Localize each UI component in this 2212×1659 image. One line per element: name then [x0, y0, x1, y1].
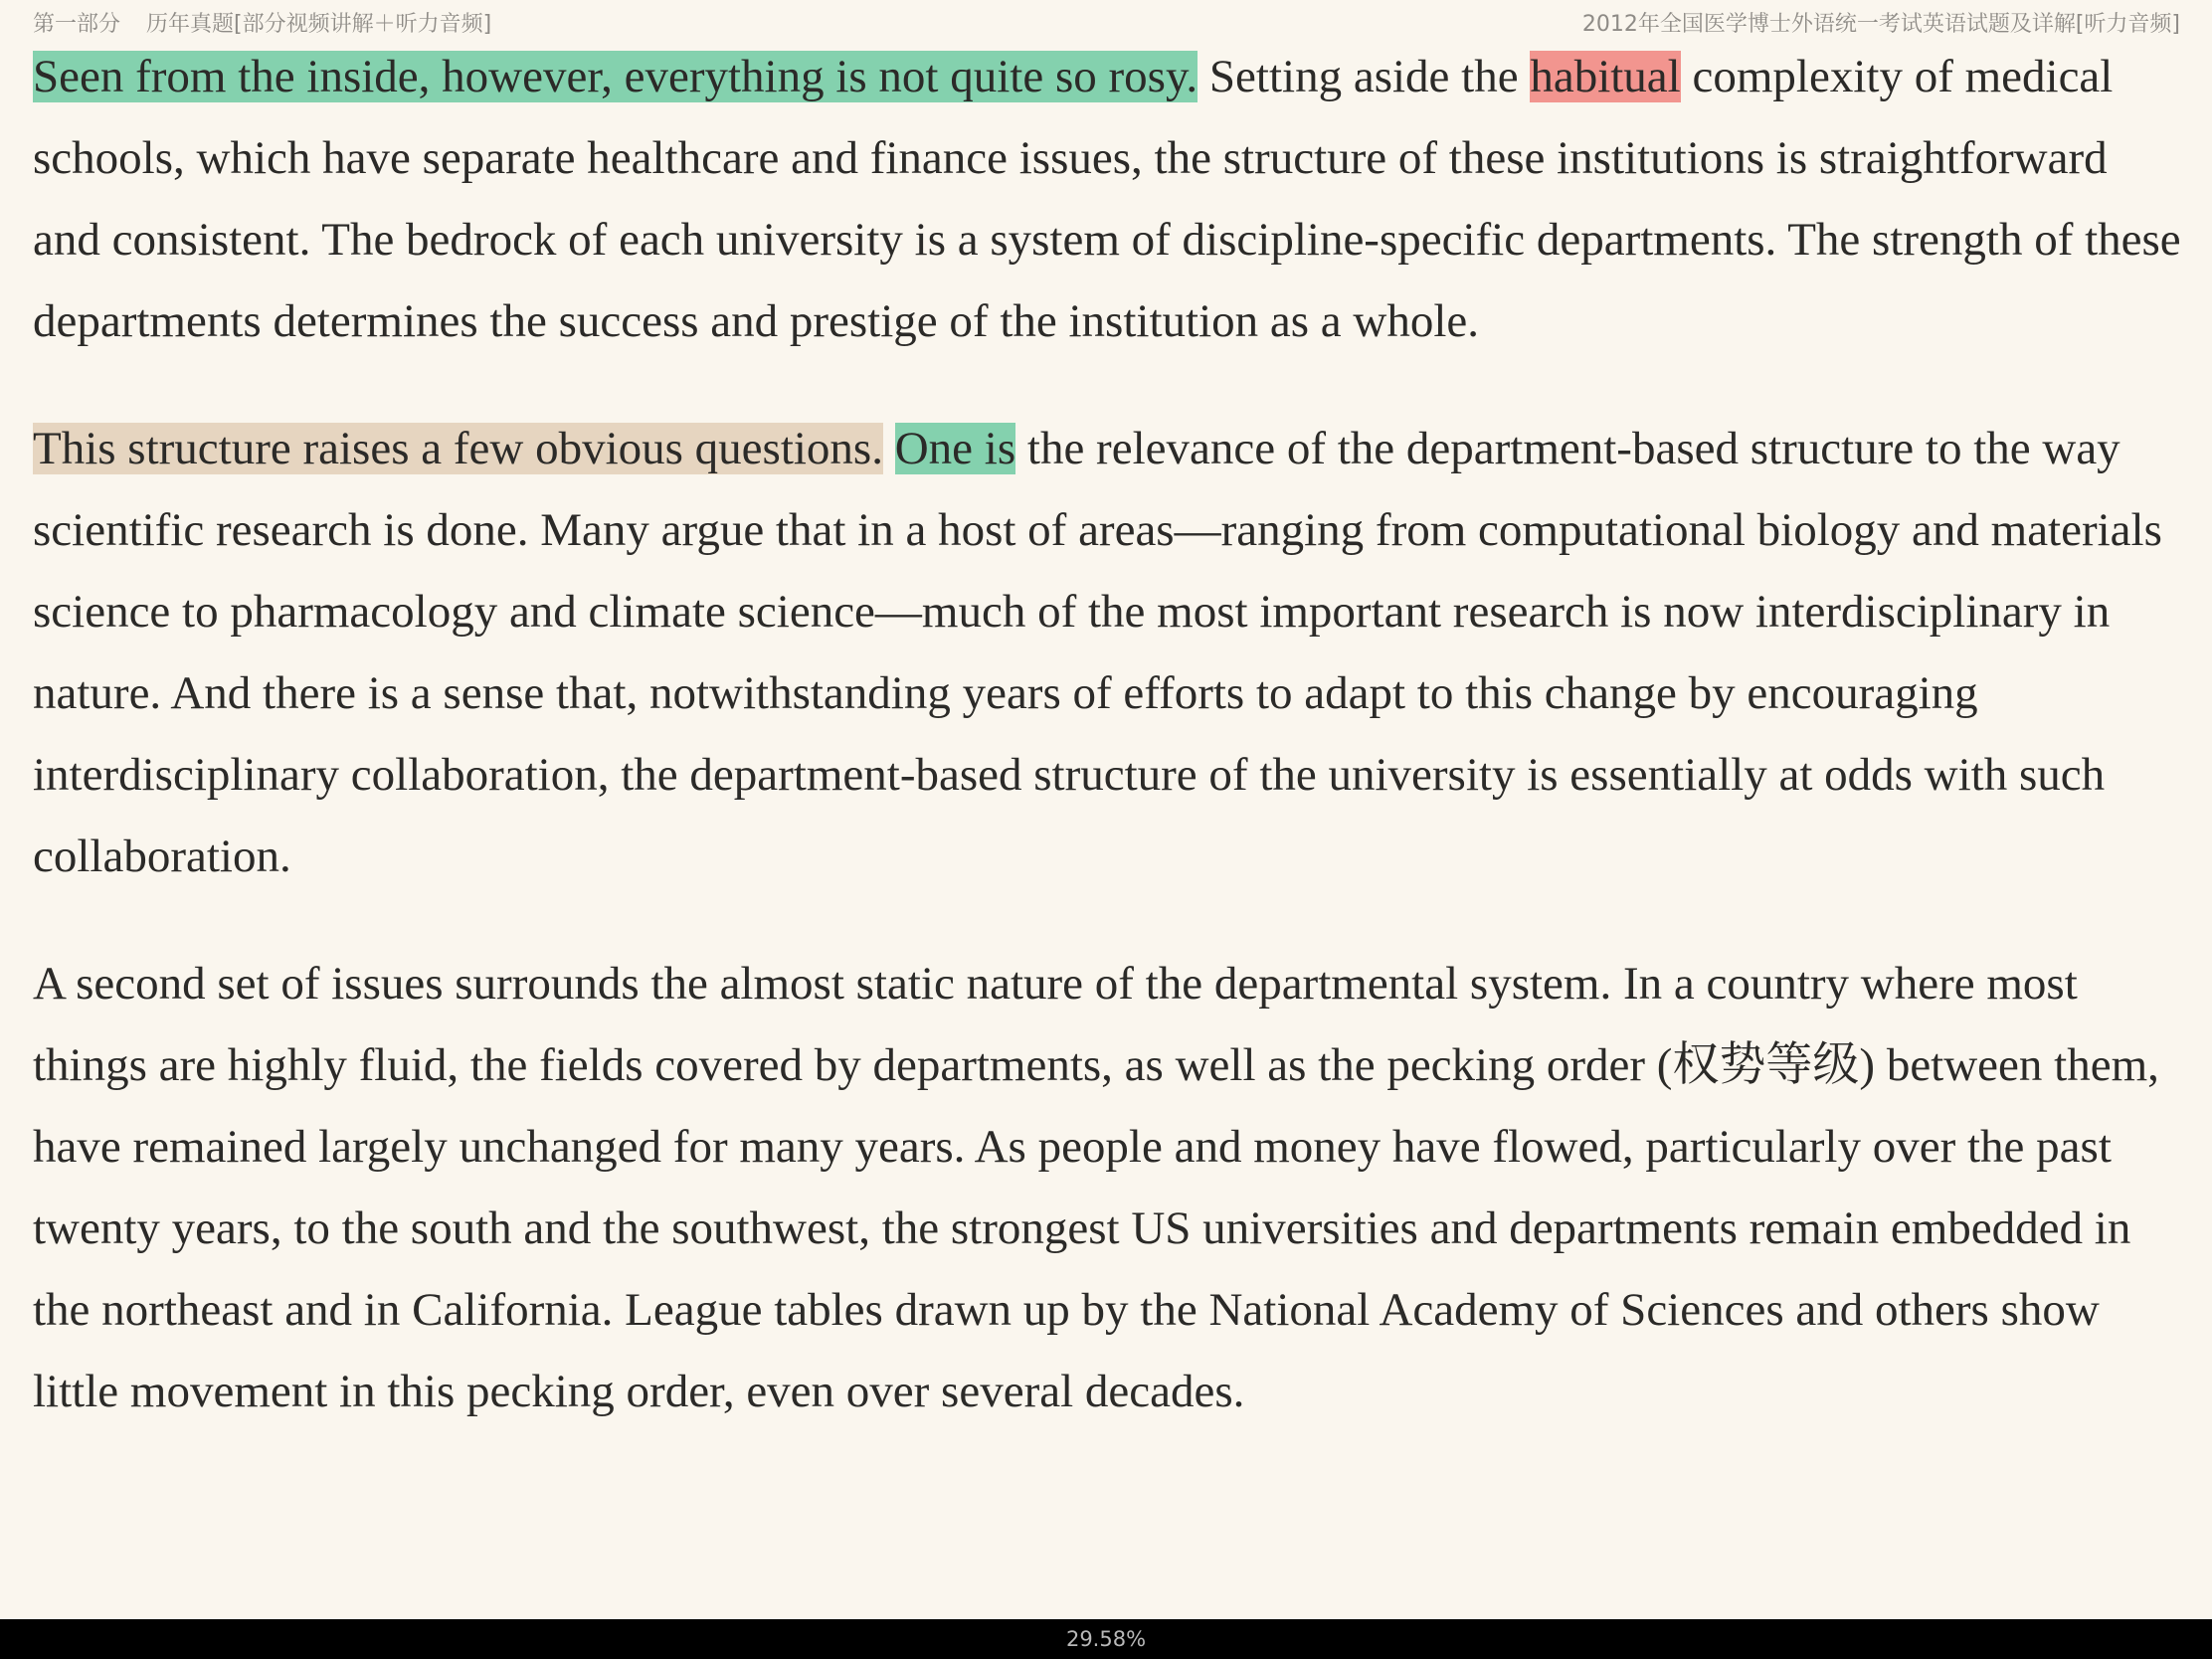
progress-bar — [0, 1619, 2212, 1659]
paragraph-text — [883, 423, 895, 474]
header-breadcrumb — [33, 7, 491, 38]
header-chapter: 历年真题[部分视频讲解＋听力音频] — [146, 12, 492, 37]
highlight-green[interactable]: Seen from the inside, however, everything is not quite so rosy. — [33, 51, 1198, 102]
paragraph-3[interactable] — [33, 943, 2181, 1432]
paragraph-text: complexity of medical schools, which have separate healthcare and finance issues, the structure of these institutions is straightforward and consistent. The bedrock of each university is a system of discipline-specific departments. The strength of these departments determines the success and prestige of the institution as a whole. — [33, 51, 2181, 347]
highlight-tan[interactable]: This structure raises a few obvious questions. — [33, 423, 883, 474]
paragraph-text: the relevance of the department-based structure to the way scientific research is done. Many argue that in a host of areas—ranging from computational biology and materials science to pharmacology and climate science—much of the most important research is now interdisciplinary in nature. And there is a sense that, notwithstanding years of efforts to adapt to this change by encouraging interdisciplinary collaboration, the department-based structure of the university is essentially at odds with such collaboration. — [33, 423, 2162, 882]
reading-area[interactable] — [33, 36, 2181, 1478]
highlight-green[interactable]: One is — [894, 423, 1016, 474]
paragraph-2[interactable] — [33, 408, 2181, 897]
header-book-title: 2012年全国医学博士外语统一考试英语试题及详解[听力音频] — [1581, 12, 2180, 37]
highlight-red[interactable]: habitual — [1530, 51, 1681, 102]
paragraph-text: A second set of issues surrounds the almost static nature of the departmental system. In a country where most things are highly fluid, the fields covered by departments, as well as the pecking order (权势等级) between them, have remained largely unchanged for many years. As people and money have flowed, particularly over the past twenty years, to the south and the southwest, the strongest US universities and departments remain embedded in the northeast and in California. League tables drawn up by the National Academy of Sciences and others show little movement in this pecking order, even over several decades. — [33, 958, 2159, 1417]
paragraph-text: Setting aside the — [1198, 51, 1531, 102]
paragraph-1[interactable] — [33, 36, 2181, 362]
reader-header — [0, 0, 2212, 40]
header-section: 第一部分 — [33, 12, 121, 37]
reading-progress: 29.58% — [1065, 1627, 1147, 1651]
